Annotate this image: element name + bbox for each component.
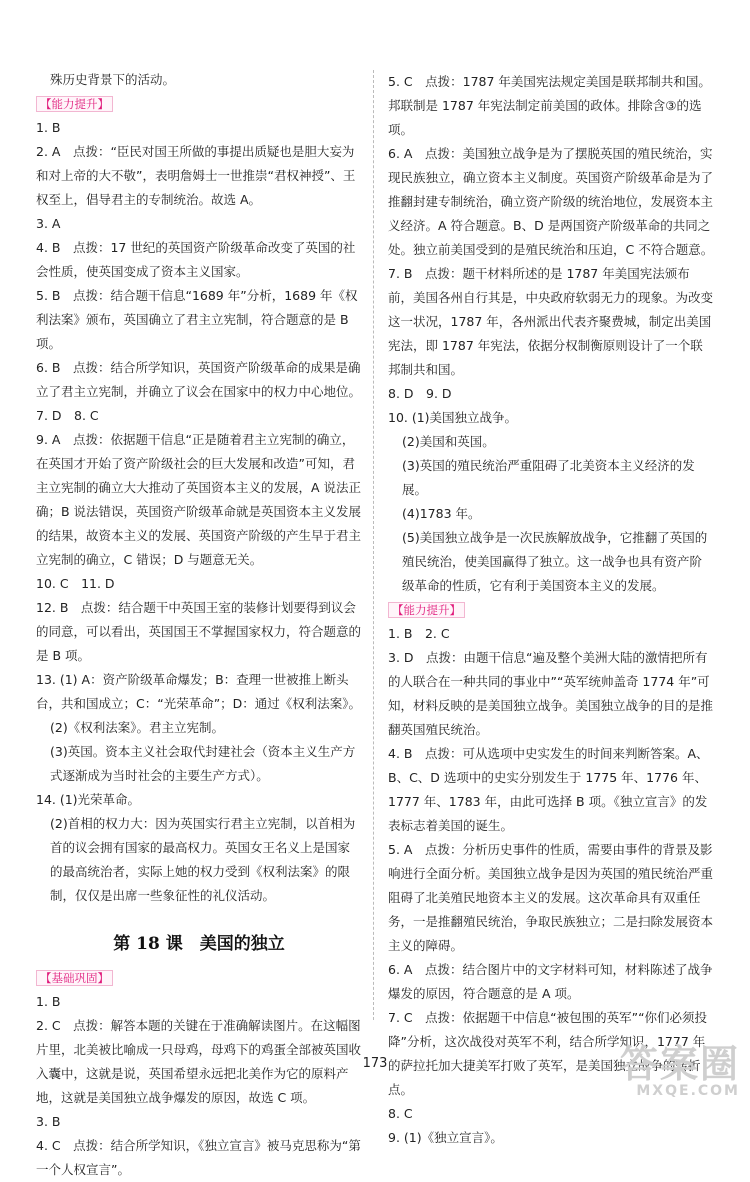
answer-item: 2. A 点拨：“臣民对国王所做的事提出质疑也是胆大妄为和对上帝的大不敬”，表明詹姆士一世推崇“君权神授”、王权至上，倡导君主的专制统治。故选 A。: [36, 144, 356, 207]
answer-item: 1. B: [36, 120, 61, 135]
answer-item: 10. C 11. D: [36, 576, 115, 591]
answer-item: 4. C 点拨：结合所学知识，《独立宣言》被马克思称为“第一个人权宣言”。: [36, 1138, 361, 1177]
answer-item: 5. A 点拨：分析历史事件的性质，需要由事件的背景及影响进行全面分析。美国独立战争是因为英国的殖民统治严重阻碍了北美殖民地资本主义的发展。这次革命具有双重任务，一是推翻殖民统治，争取民族独立；二是扫除发展资本主义的障碍。: [388, 842, 714, 953]
answer-item: 6. B 点拨：结合所学知识，英国资产阶级革命的成果是确立了君主立宪制，并确立了议会在国家中的权力中心地位。: [36, 360, 362, 399]
right-column: [388, 70, 714, 1150]
watermark-line1: 答案圈: [619, 1042, 740, 1086]
answer-item: 6. A 点拨：结合图片中的文字材料可知，材料陈述了战争爆发的原因，符合题意的是 A 项。: [388, 962, 713, 1001]
answer-item: (2)《权利法案》。君主立宪制。: [50, 720, 224, 735]
answer-item: 5. B 点拨：结合题干信息“1689 年”分析，1689 年《权利法案》颁布，英国确立了君主立宪制，符合题意的是 B 项。: [36, 288, 358, 351]
section-tag: 【能力提升】: [388, 602, 465, 618]
answer-item: 9. (1)《独立宣言》。: [388, 1130, 503, 1145]
left-column: [36, 68, 362, 1182]
column-divider: [373, 70, 374, 1020]
answer-item: 9. A 点拨：依据题干信息“正是随着君主立宪制的确立，在英国才开始了资产阶级社会的巨大发展和改造”可知，君主立宪制的确立大大推动了英国资本主义的发展，A 说法正确；B 说法错误，英国资产阶级革命就是英国资本主义发展的结果，故资本主义的发展、英国资产阶级的产生早于君主立宪制的确立，C 错误；D 与题意无关。: [36, 432, 362, 567]
answer-item: 3. A: [36, 216, 61, 231]
answer-item: 殊历史背景下的活动。: [50, 72, 176, 87]
answer-item: 8. D 9. D: [388, 386, 452, 401]
lesson-title: 第 18 课 美国的独立: [113, 934, 285, 954]
answer-item: (2)首相的权力大：因为英国实行君主立宪制，以首相为首的议会拥有国家的最高权力。英国女王名义上是国家的最高统治者，实际上她的权力受到《权利法案》的限制，仅仅是出席一些象征性的礼仪活动。: [50, 816, 356, 903]
answer-item: (3)英国。资本主义社会取代封建社会（资本主义生产方式逐渐成为当时社会的主要生产方式）。: [50, 744, 356, 783]
answer-item: (4)1783 年。: [402, 506, 481, 521]
answer-item: 3. B: [36, 1114, 61, 1129]
answer-item: 3. D 点拨：由题干信息“遍及整个美洲大陆的激情把所有的人联合在一种共同的事业中”“英军统帅盖奇 1774 年”可知，材料反映的是美国独立战争。美国独立战争的目的是推翻英国殖民统治。: [388, 650, 714, 737]
section-tag: 【能力提升】: [36, 96, 113, 112]
watermark-logo: [620, 1044, 740, 1098]
answer-item: 5. C 点拨：1787 年美国宪法规定美国是联邦制共和国。邦联制是 1787 年宪法制定前美国的政体。排除含③的选项。: [388, 74, 711, 137]
answer-item: 2. C 点拨：解答本题的关键在于准确解读图片。在这幅图片里，北美被比喻成一只母鸡，母鸡下的鸡蛋全部被英国收入囊中，这就是说，英国希望永远把北美作为它的原料产地，这就是美国独立战争爆发的原因，故选 C 项。: [36, 1018, 362, 1105]
answer-item: 4. B 点拨：17 世纪的英国资产阶级革命改变了英国的社会性质，使英国变成了资本主义国家。: [36, 240, 356, 279]
section-tag-row: [36, 966, 362, 990]
answer-item: 7. D 8. C: [36, 408, 99, 423]
answer-item: 4. B 点拨：可从选项中史实发生的时间来判断答案。A、B、C、D 选项中的史实分别发生于 1775 年、1776 年、1777 年、1783 年，由此可选择 B 项。《独立宣言》的发表标志着美国的诞生。: [388, 746, 709, 833]
answer-item: 7. C 点拨：依据题干中信息“被包围的英军”“你们必须投降”分析，这次战役对英军不利，结合所学知识，1777 年的萨拉托加大捷美军打败了英军，是美国独立战争的转折点。: [388, 1010, 708, 1097]
answer-item: 14. (1)光荣革命。: [36, 792, 141, 807]
section-tag: 【基础巩固】: [36, 970, 113, 986]
answer-item: 12. B 点拨：结合题干中英国王室的装修计划要得到议会的同意，可以看出，英国国王不掌握国家权力，符合题意的是 B 项。: [36, 600, 362, 663]
section-tag-row: [36, 92, 362, 116]
section-tag-row: [388, 598, 714, 622]
answer-item: 13. (1) A：资产阶级革命爆发；B：查理一世被推上断头台，共和国成立；C：“光荣革命”；D：通过《权利法案》。: [36, 672, 362, 711]
answer-item: 10. (1)美国独立战争。: [388, 410, 518, 425]
answer-item: 8. C: [388, 1106, 413, 1121]
watermark-line2: MXQE.COM: [636, 1083, 740, 1099]
answer-item: 7. B 点拨：题干材料所述的是 1787 年美国宪法颁布前，美国各州自行其是，中央政府软弱无力的现象。为改变这一状况，1787 年，各州派出代表齐聚费城，制定出美国宪法，即 1787 年宪法，依据分权制衡原则设计了一个联邦制共和国。: [388, 266, 714, 377]
answer-item: 1. B: [36, 994, 61, 1009]
answer-item: (3)英国的殖民统治严重阻碍了北美资本主义经济的发展。: [402, 458, 695, 497]
answer-item: 1. B 2. C: [388, 626, 450, 641]
page-number: 173: [362, 1056, 388, 1071]
answer-item: (5)美国独立战争是一次民族解放战争，它推翻了英国的殖民统治，使美国赢得了独立。这一战争也具有资产阶级革命的性质，它有利于美国资本主义的发展。: [402, 530, 708, 593]
answer-item: (2)美国和英国。: [402, 434, 495, 449]
answer-item: 6. A 点拨：美国独立战争是为了摆脱英国的殖民统治，实现民族独立，确立资本主义制度。英国资产阶级革命是为了推翻封建专制统治，确立资产阶级的统治地位，发展资本主义经济。A 符合题意。B、D 是两国资产阶级革命的共同之处。独立前美国受到的是殖民统治和压迫，C 不符合题意。: [388, 146, 714, 257]
